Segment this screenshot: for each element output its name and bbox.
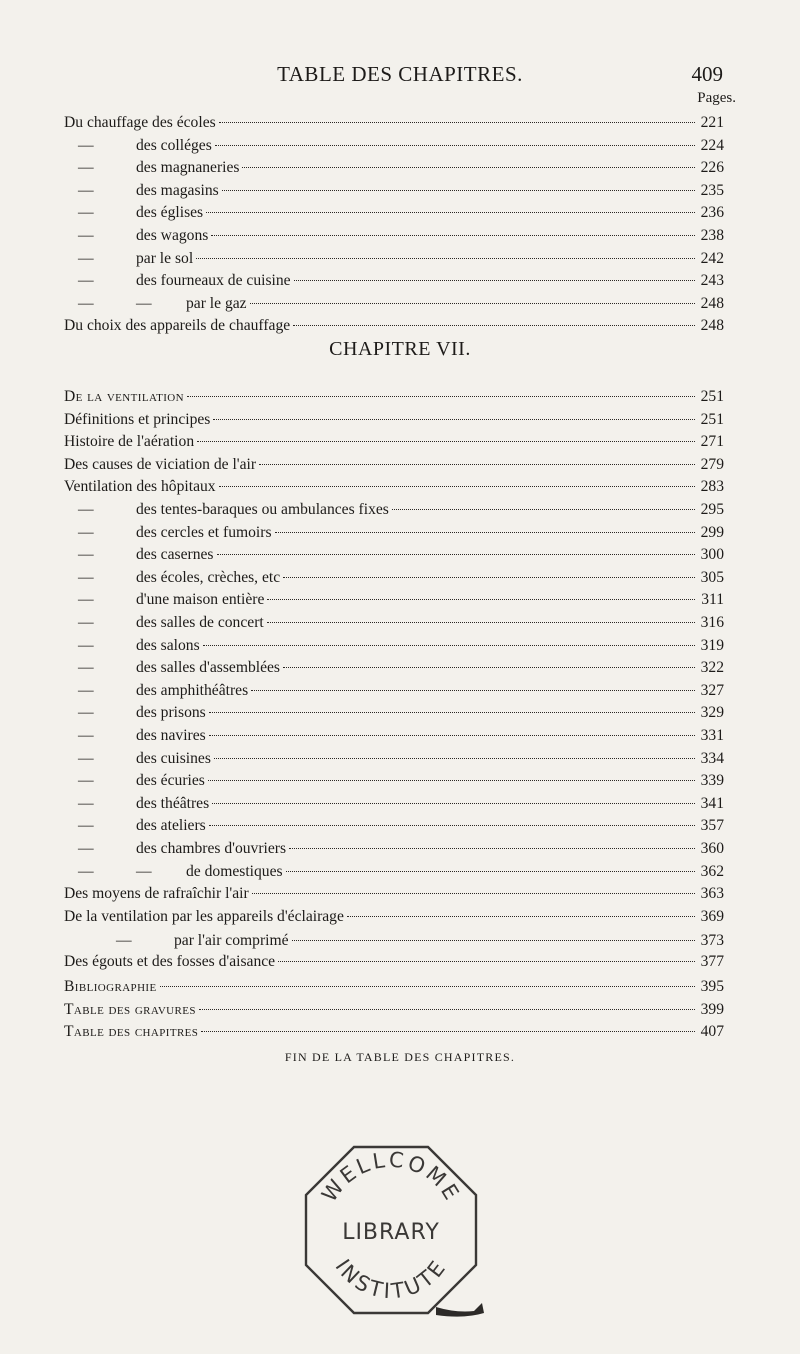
- toc-entry-des-ecuries: [64, 770, 724, 792]
- ditto-dash: —: [78, 704, 94, 722]
- toc-entry-page: 224: [700, 136, 724, 154]
- toc-entry-des-ateliers: [64, 815, 724, 837]
- toc-entry-page: 362: [700, 862, 724, 880]
- toc-entry-table-des-gravures: [64, 999, 724, 1021]
- dot-leader: [222, 190, 695, 191]
- toc-entry-title: [64, 499, 389, 521]
- toc-entry-title: [64, 248, 193, 270]
- toc-entry-page: 322: [700, 659, 724, 677]
- dot-leader: [267, 622, 695, 623]
- toc-entry-par-l-air-comprime: [64, 930, 724, 952]
- toc-entry-title: [64, 883, 249, 905]
- toc-entry-bibliographie: [64, 976, 724, 998]
- dot-leader: [213, 419, 695, 420]
- toc-entry-text: des wagons: [136, 227, 209, 244]
- toc-entry-text: des casernes: [136, 546, 214, 564]
- ditto-dash: —: [78, 591, 94, 609]
- toc-entry-des-tentes-baraques-ou-ambulances-fixes: [64, 499, 724, 521]
- toc-entry-page: 329: [700, 704, 724, 722]
- toc-entry-page: 221: [700, 114, 724, 131]
- ditto-dash: —: [78, 772, 94, 790]
- stamp-text-middle: LIBRARY: [342, 1220, 440, 1245]
- toc-entry-page: 248: [700, 294, 724, 312]
- ditto-dash: —: [78, 636, 94, 654]
- toc-entry-page: 339: [700, 772, 724, 790]
- toc-entry-title: [64, 476, 216, 498]
- dot-leader: [201, 1031, 695, 1032]
- toc-entry-title: [64, 930, 289, 952]
- ditto-dash: —: [78, 817, 94, 835]
- dot-leader: [209, 825, 695, 826]
- dot-leader: [251, 690, 695, 691]
- toc-entry-page: 373: [700, 932, 724, 950]
- toc-entry-title: [64, 999, 196, 1021]
- toc-entry-text: de domestiques: [186, 862, 283, 880]
- toc-entry-title: [64, 454, 256, 476]
- running-head: [0, 62, 800, 88]
- chapter-heading: CHAPITRE VII.: [329, 338, 471, 360]
- ditto-dash: —: [78, 249, 94, 267]
- toc-entry-text: par le sol: [136, 249, 194, 267]
- toc-entry-page: 299: [700, 523, 724, 541]
- dot-leader: [283, 577, 695, 578]
- toc-entry-text: des écuries: [136, 772, 205, 790]
- toc-entry-page: 363: [700, 885, 724, 903]
- toc-entry-du-choix-des-appareils-de-chauffage: [64, 315, 724, 337]
- toc-entry-text: Des moyens de rafraîchir l'air: [64, 885, 249, 903]
- dot-leader: [219, 486, 695, 487]
- dot-leader: [209, 735, 695, 736]
- toc-entry-text: des théâtres: [136, 794, 210, 812]
- toc-entry-text: Bibliographie: [64, 978, 157, 995]
- ditto-dash: —: [78, 794, 94, 812]
- toc-entry-title: [64, 861, 283, 883]
- dot-leader: [199, 1009, 695, 1010]
- stamp-text-top: WELLCOME: [317, 1147, 465, 1207]
- ditto-dash: —: [78, 546, 94, 564]
- toc-entry-page: 399: [700, 1000, 724, 1018]
- ditto-dash: —: [78, 204, 94, 222]
- dot-leader: [294, 280, 695, 281]
- end-of-table-note: FIN DE LA TABLE DES CHAPITRES.: [284, 1050, 516, 1064]
- library-stamp: [296, 1135, 486, 1325]
- toc-entry-page: 377: [700, 953, 724, 970]
- toc-entry-page: 226: [700, 159, 724, 177]
- toc-entry-text: des amphithéâtres: [136, 681, 249, 699]
- dot-leader: [289, 848, 695, 849]
- dot-leader: [283, 667, 695, 668]
- toc-entry-par-le-gaz: [64, 293, 724, 315]
- toc-entry-title: [64, 157, 239, 179]
- toc-entry-ventilation-des-hopitaux: [64, 476, 724, 498]
- toc-entry-text: des salles de concert: [136, 614, 264, 631]
- toc-entry-des-casernes: [64, 544, 724, 566]
- toc-entry-des-cercles-et-fumoirs: [64, 522, 724, 544]
- toc-entry-title: [64, 657, 280, 679]
- dot-leader: [275, 532, 695, 533]
- toc-entry-text: Du chauffage des écoles: [64, 114, 216, 131]
- ditto-dash: —: [78, 136, 94, 154]
- toc-entry-page: 407: [700, 1023, 724, 1041]
- toc-entry-des-salles-de-concert: [64, 612, 724, 634]
- dot-leader: [211, 235, 695, 236]
- toc-entry-des-wagons: [64, 225, 724, 247]
- toc-entry-text: par le gaz: [186, 294, 247, 312]
- toc-entry-page: 242: [700, 249, 724, 267]
- dot-leader: [208, 780, 695, 781]
- toc-entry-text: des magasins: [136, 181, 219, 199]
- toc-entry-table-des-chapitres: [64, 1021, 724, 1043]
- toc-entry-page: 271: [700, 433, 724, 451]
- toc-entry-title: [64, 386, 184, 408]
- toc-entry-des-salons: [64, 635, 724, 657]
- toc-entry-page: 243: [700, 272, 724, 290]
- toc-entry-title: [64, 567, 280, 589]
- toc-entry-text: des colléges: [136, 136, 212, 154]
- toc-entry-text: des églises: [136, 204, 204, 222]
- toc-entry-des-amphitheatres: [64, 680, 724, 702]
- dot-leader: [212, 803, 695, 804]
- toc-entry-title: [64, 951, 275, 973]
- toc-entry-page: 305: [700, 568, 724, 586]
- toc-entry-text: des prisons: [136, 704, 206, 722]
- toc-entry-text: Définitions et principes: [64, 410, 211, 428]
- ditto-dash: —: [78, 681, 94, 699]
- toc-entry-text: des salons: [136, 636, 200, 654]
- toc-entry-des-moyens-de-rafraichir-l-air: [64, 883, 724, 905]
- pages-column-label: Pages.: [697, 90, 736, 106]
- toc-entry-text: Table des gravures: [64, 1000, 196, 1018]
- ditto-dash: —: [78, 181, 94, 199]
- toc-entry-title: [64, 544, 214, 566]
- toc-entry-title: [64, 976, 157, 998]
- dot-leader: [259, 464, 695, 465]
- toc-entry-title: [64, 815, 206, 837]
- toc-entry-title: [64, 202, 203, 224]
- toc-entry-title: [64, 270, 291, 292]
- toc-entry-title: [64, 793, 209, 815]
- toc-entry-page: 248: [700, 317, 724, 335]
- dot-leader: [278, 961, 695, 962]
- ditto-dash: —: [116, 932, 132, 950]
- ditto-dash: —: [78, 614, 94, 631]
- toc-entry-des-cuisines: [64, 748, 724, 770]
- dot-leader: [347, 916, 695, 917]
- toc-entry-title: [64, 1021, 198, 1043]
- ditto-dash: —: [78, 159, 94, 177]
- toc-entry-text: Ventilation des hôpitaux: [64, 478, 216, 496]
- toc-entry-text: des chambres d'ouvriers: [136, 840, 287, 857]
- ditto-dash: —: [78, 727, 94, 744]
- dot-leader: [293, 325, 695, 326]
- dot-leader: [203, 645, 695, 646]
- dot-leader: [214, 758, 695, 759]
- toc-entry-title: [64, 702, 206, 724]
- toc-entry-des-egouts-et-des-fosses-d-aisance: [64, 951, 724, 973]
- toc-entry-definitions-et-principes: [64, 409, 724, 431]
- toc-entry-page: 251: [700, 410, 724, 428]
- toc-entry-text: des écoles, crèches, etc: [136, 568, 281, 586]
- toc-entry-page: 300: [700, 546, 724, 564]
- toc-entry-title: [64, 522, 272, 544]
- toc-entry-d-une-maison-entiere: [64, 589, 724, 611]
- toc-entry-title: [64, 725, 206, 747]
- toc-entry-des-colleges: [64, 135, 724, 157]
- toc-entry-page: 283: [700, 478, 724, 496]
- toc-entry-page: 395: [700, 978, 724, 995]
- dot-leader: [160, 986, 695, 987]
- toc-entry-text: des magnaneries: [136, 159, 240, 177]
- running-title: TABLE DES CHAPITRES.: [277, 62, 523, 86]
- dot-leader: [219, 122, 695, 123]
- toc-entry-title: [64, 135, 212, 157]
- toc-entry-text: des navires: [136, 727, 206, 744]
- toc-entry-des-magnaneries: [64, 157, 724, 179]
- dot-leader: [267, 599, 695, 600]
- toc-entry-page: 360: [700, 840, 724, 857]
- dot-leader: [250, 303, 695, 304]
- toc-entry-text: des salles d'assemblées: [136, 659, 280, 677]
- toc-entry-title: [64, 589, 264, 611]
- toc-entry-text: des tentes-baraques ou ambulances fixes: [136, 501, 389, 518]
- toc-entry-page: 369: [700, 907, 724, 925]
- dot-leader: [187, 396, 695, 397]
- toc-entry-title: [64, 838, 286, 860]
- toc-entry-de-la-ventilation: [64, 386, 724, 408]
- toc-entry-text: des cuisines: [136, 749, 211, 767]
- dot-leader: [217, 554, 696, 555]
- toc-entry-title: [64, 770, 205, 792]
- dot-leader: [242, 167, 695, 168]
- dot-leader: [252, 893, 695, 894]
- toc-entry-text: des fourneaux de cuisine: [136, 272, 291, 290]
- toc-entry-text: De la ventilation par les appareils d'éclairage: [64, 907, 344, 925]
- ditto-dash: —: [78, 840, 94, 857]
- toc-entry-page: 327: [700, 681, 724, 699]
- page-number: 409: [691, 62, 723, 86]
- toc-entry-title: [64, 293, 247, 315]
- toc-entry-title: [64, 680, 248, 702]
- toc-entry-title: [64, 112, 216, 134]
- toc-entry-page: 319: [700, 636, 724, 654]
- toc-entry-text: Des égouts et des fosses d'aisance: [64, 953, 276, 970]
- toc-entry-page: 236: [700, 204, 724, 222]
- toc-entry-text: Histoire de l'aération: [64, 433, 195, 451]
- toc-entry-page: 334: [700, 749, 724, 767]
- toc-entry-title: [64, 612, 264, 634]
- toc-entry-des-eglises: [64, 202, 724, 224]
- ditto-dash: —: [78, 862, 94, 880]
- toc-entry-title: [64, 180, 219, 202]
- toc-entry-des-chambres-d-ouvriers: [64, 838, 724, 860]
- ditto-dash: —: [78, 749, 94, 767]
- dot-leader: [197, 441, 695, 442]
- toc-entry-page: 341: [700, 794, 724, 812]
- toc-entry-des-salles-d-assemblees: [64, 657, 724, 679]
- toc-entry-page: 316: [700, 614, 724, 631]
- toc-entry-page: 279: [700, 455, 724, 473]
- toc-entry-des-fourneaux-de-cuisine: [64, 270, 724, 292]
- toc-entry-page: 331: [700, 727, 724, 744]
- toc-entry-du-chauffage-des-ecoles: [64, 112, 724, 134]
- toc-entry-title: [64, 906, 344, 928]
- toc-entry-text: Table des chapitres: [64, 1023, 199, 1041]
- dot-leader: [392, 509, 695, 510]
- toc-entry-page: 251: [700, 388, 724, 405]
- toc-entry-title: [64, 409, 210, 431]
- ditto-dash: —: [78, 294, 94, 312]
- toc-entry-text: Des causes de viciation de l'air: [64, 455, 257, 473]
- ditto-dash: —: [136, 862, 152, 880]
- toc-entry-de-domestiques: [64, 861, 724, 883]
- toc-entry-des-theatres: [64, 793, 724, 815]
- dot-leader: [196, 258, 695, 259]
- toc-entry-text: des ateliers: [136, 817, 206, 835]
- toc-entry-title: [64, 315, 290, 337]
- toc-entry-title: [64, 635, 200, 657]
- toc-entry-des-prisons: [64, 702, 724, 724]
- toc-entry-title: [64, 431, 194, 453]
- toc-entry-text: des cercles et fumoirs: [136, 523, 272, 541]
- toc-entry-text: par l'air comprimé: [174, 932, 289, 950]
- toc-entry-des-ecoles-creches-etc: [64, 567, 724, 589]
- toc-entry-histoire-de-l-aeration: [64, 431, 724, 453]
- toc-entry-text: d'une maison entière: [136, 591, 265, 609]
- ditto-dash: —: [136, 294, 152, 312]
- toc-entry-text: Du choix des appareils de chauffage: [64, 317, 291, 335]
- toc-entry-des-causes-de-viciation-de-l-air: [64, 454, 724, 476]
- toc-entry-page: 311: [701, 591, 724, 609]
- ditto-dash: —: [78, 568, 94, 586]
- ditto-dash: —: [78, 227, 94, 244]
- toc-entry-de-la-ventilation-par-les-appareils-d-eclairage: [64, 906, 724, 928]
- ditto-dash: —: [78, 523, 94, 541]
- toc-entry-page: 235: [700, 181, 724, 199]
- ditto-dash: —: [78, 659, 94, 677]
- toc-entry-par-le-sol: [64, 248, 724, 270]
- toc-entry-page: 295: [700, 501, 724, 518]
- dot-leader: [206, 212, 695, 213]
- dot-leader: [215, 145, 695, 146]
- toc-entry-page: 238: [700, 227, 724, 244]
- toc-entry-page: 357: [700, 817, 724, 835]
- dot-leader: [286, 871, 695, 872]
- toc-entry-title: [64, 225, 208, 247]
- toc-entry-text: De la ventilation: [64, 388, 184, 405]
- dot-leader: [292, 940, 695, 941]
- toc-entry-des-navires: [64, 725, 724, 747]
- stamp-text-bottom: INSTITUTE: [330, 1254, 452, 1304]
- ditto-dash: —: [78, 501, 94, 518]
- toc-entry-des-magasins: [64, 180, 724, 202]
- dot-leader: [209, 712, 695, 713]
- ditto-dash: —: [78, 272, 94, 290]
- toc-entry-title: [64, 748, 211, 770]
